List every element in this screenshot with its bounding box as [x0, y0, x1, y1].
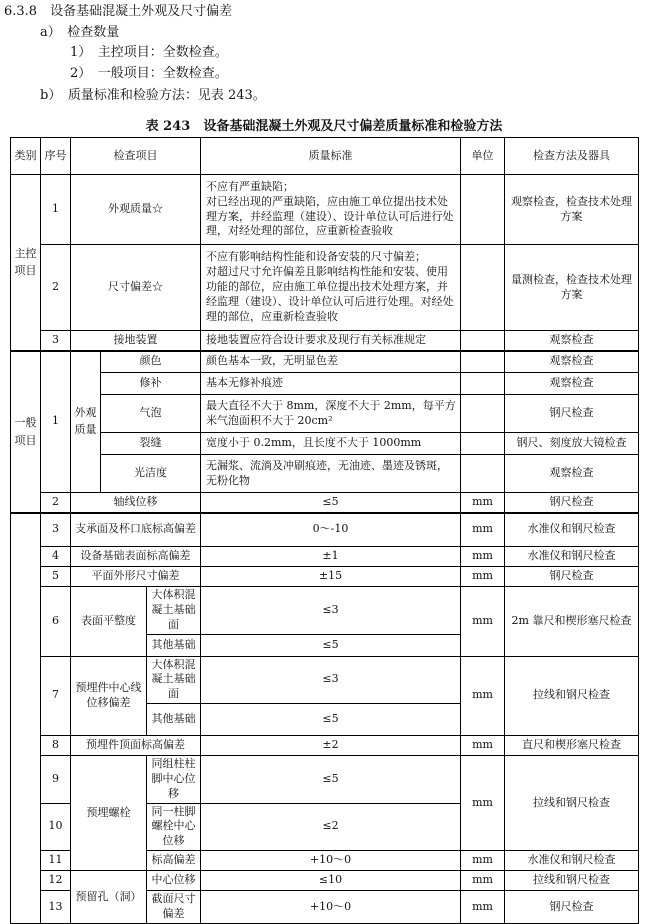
item-cell: 设备基础表面标高偏差 — [71, 547, 201, 567]
table-row — [11, 736, 639, 756]
header-row — [11, 138, 639, 175]
standard-cell: ≤5 — [201, 634, 461, 656]
unit-cell — [461, 351, 505, 373]
unit-cell: mm — [461, 656, 505, 736]
item-cell: 外观质量☆ — [71, 175, 201, 245]
seq-cell: 3 — [41, 513, 71, 547]
sub-item-cell: 颜色 — [101, 351, 201, 373]
sub-item-cell: 标高偏差 — [147, 851, 201, 871]
table-row — [11, 351, 639, 373]
standard-cell: ≤2 — [201, 803, 461, 851]
standard-cell: ≤5 — [201, 756, 461, 804]
seq-cell: 2 — [41, 493, 71, 513]
standard-line: 不应有严重缺陷； — [206, 179, 294, 193]
item-cell: 尺寸偏差☆ — [71, 245, 201, 331]
item-cell: 支承面及杯口底标高偏差 — [71, 513, 201, 547]
standard-cell: ≤5 — [201, 704, 461, 736]
table-row — [11, 547, 639, 567]
unit-cell: mm — [461, 871, 505, 891]
unit-cell — [461, 433, 505, 455]
method-cell: 钢尺检查 — [505, 395, 639, 433]
method-cell: 观察检查，检查技术处理方案 — [505, 175, 639, 245]
table-row — [11, 656, 639, 704]
category-main-control: 主控项目 — [11, 175, 41, 351]
sub-item-cell: 修补 — [101, 373, 201, 395]
header-standard: 质量标准 — [201, 138, 461, 175]
table-row — [11, 871, 639, 891]
method-cell: 水准仪和钢尺检查 — [505, 547, 639, 567]
table-row — [11, 395, 639, 433]
table-caption: 表 243 设备基础混凝土外观及尺寸偏差质量标准和检验方法 — [145, 119, 503, 134]
sub-item-cell: 大体积混凝土基础面 — [147, 656, 201, 704]
table-row — [11, 175, 639, 245]
standard-cell: ±15 — [201, 567, 461, 587]
standard-cell: 宽度小于 0.2mm，且长度不大于 1000mm — [201, 433, 461, 455]
table-row — [11, 756, 639, 804]
table-row — [11, 245, 639, 331]
method-cell: 量测检查，检查技术处理方案 — [505, 245, 639, 331]
header-item: 检查项目 — [71, 138, 201, 175]
seq-cell: 1 — [41, 351, 71, 493]
standard-cell: +10～0 — [201, 891, 461, 924]
table-row — [11, 587, 639, 635]
standard-cell: 最大直径不大于 8mm，深度不大于 2mm，每平方米气泡面积不大于 20cm² — [201, 395, 461, 433]
method-cell: 钢尺、刻度放大镜检查 — [505, 433, 639, 455]
seq-cell: 8 — [41, 736, 71, 756]
standard-cell: 基本无修补痕迹 — [201, 373, 461, 395]
unit-cell — [461, 245, 505, 331]
standard-line: 对已经出现的严重缺陷，应由施工单位提出技术处理方案，并经监理（建设）、设计单位认可后进行处理，对经处理的部位，应重新检查验收 — [206, 194, 454, 238]
table-row — [11, 455, 639, 493]
seq-cell: 5 — [41, 567, 71, 587]
item-a1: 1） 主控项目：全数检查。 — [70, 45, 228, 60]
method-cell: 2m 靠尺和楔形塞尺检查 — [505, 587, 639, 657]
unit-cell — [461, 395, 505, 433]
sub-item-cell: 裂缝 — [101, 433, 201, 455]
unit-cell: mm — [461, 493, 505, 513]
seq-cell: 13 — [41, 891, 71, 924]
standard-line: 对超过尺寸允许偏差且影响结构性能和安装、使用功能的部位，应由施工单位提出技术处理方案，并经监理（建设）、设计单位认可后进行处理。对经处理的部位，应重新检查验收 — [206, 265, 454, 323]
seq-cell: 3 — [41, 331, 71, 351]
sub-item-cell: 中心位移 — [147, 871, 201, 891]
table-row — [11, 373, 639, 395]
standard-cell: ±1 — [201, 547, 461, 567]
group-cell: 表面平整度 — [71, 587, 147, 657]
method-cell: 观察检查 — [505, 351, 639, 373]
method-cell: 水准仪和钢尺检查 — [505, 513, 639, 547]
unit-cell: mm — [461, 891, 505, 924]
sub-item-cell: 大体积混凝土基础面 — [147, 587, 201, 635]
unit-cell: mm — [461, 547, 505, 567]
sub-item-cell: 其他基础 — [147, 634, 201, 656]
standard-cell: 颜色基本一致，无明显色差 — [201, 351, 461, 373]
method-cell: 钢尺检查 — [505, 891, 639, 924]
sub-item-cell: 其他基础 — [147, 704, 201, 736]
group-cell: 预埋件中心线位移偏差 — [71, 656, 147, 736]
seq-cell: 7 — [41, 656, 71, 736]
seq-cell: 4 — [41, 547, 71, 567]
standard-cell: ≤5 — [201, 493, 461, 513]
unit-cell — [461, 331, 505, 351]
unit-cell: mm — [461, 587, 505, 657]
section-heading: 6.3.8 设备基础混凝土外观及尺寸偏差 — [4, 4, 233, 19]
table-row — [11, 513, 639, 547]
method-cell: 观察检查 — [505, 373, 639, 395]
unit-cell — [461, 373, 505, 395]
method-cell: 钢尺检查 — [505, 493, 639, 513]
standard-cell — [201, 245, 461, 331]
standard-cell: ±2 — [201, 736, 461, 756]
unit-cell: mm — [461, 851, 505, 871]
unit-cell: mm — [461, 736, 505, 756]
item-b: b） 质量标准和检验方法：见表 243。 — [40, 88, 266, 103]
category-general-dimensions — [11, 513, 41, 924]
item-cell: 平面外形尺寸偏差 — [71, 567, 201, 587]
item-cell: 接地装置 — [71, 331, 201, 351]
sub-item-cell: 同组柱柱脚中心位移 — [147, 756, 201, 804]
seq-cell: 1 — [41, 175, 71, 245]
standard-cell: ≤10 — [201, 871, 461, 891]
group-cell: 预埋螺栓 — [71, 756, 147, 871]
group-cell: 预留孔（洞） — [71, 871, 147, 924]
spec-table — [10, 137, 639, 924]
category-general: 一般项目 — [11, 351, 41, 513]
method-cell: 直尺和楔形塞尺检查 — [505, 736, 639, 756]
standard-cell: 无漏浆、流淌及冲刷痕迹，无油迹、墨迹及锈斑，无粉化物 — [201, 455, 461, 493]
standard-cell — [201, 175, 461, 245]
item-a: a） 检查数量 — [40, 25, 120, 40]
item-cell: 轴线位移 — [71, 493, 201, 513]
unit-cell: mm — [461, 567, 505, 587]
standard-cell: +10～0 — [201, 851, 461, 871]
header-method: 检查方法及器具 — [505, 138, 639, 175]
header-category: 类别 — [11, 138, 41, 175]
seq-cell: 6 — [41, 587, 71, 657]
header-unit: 单位 — [461, 138, 505, 175]
standard-cell: 0～-10 — [201, 513, 461, 547]
unit-cell — [461, 175, 505, 245]
method-cell: 水准仪和钢尺检查 — [505, 851, 639, 871]
item-a2: 2） 一般项目：全数检查。 — [70, 66, 228, 81]
method-cell: 钢尺检查 — [505, 567, 639, 587]
header-seq: 序号 — [41, 138, 71, 175]
method-cell: 观察检查 — [505, 331, 639, 351]
standard-cell: ≤3 — [201, 656, 461, 704]
method-cell: 拉线和钢尺检查 — [505, 871, 639, 891]
sub-item-cell: 同一柱脚螺栓中心位移 — [147, 803, 201, 851]
seq-cell: 9 — [41, 756, 71, 804]
seq-cell: 10 — [41, 803, 71, 851]
standard-cell: ≤3 — [201, 587, 461, 635]
unit-cell: mm — [461, 513, 505, 547]
unit-cell — [461, 455, 505, 493]
seq-cell: 11 — [41, 851, 71, 871]
table-row — [11, 567, 639, 587]
method-cell: 观察检查 — [505, 455, 639, 493]
item-cell: 预埋件顶面标高偏差 — [71, 736, 201, 756]
sub-item-cell: 气泡 — [101, 395, 201, 433]
standard-line: 不应有影响结构性能和设备安装的尺寸偏差； — [206, 250, 426, 264]
table-row — [11, 433, 639, 455]
standard-cell: 接地装置应符合设计要求及现行有关标准规定 — [201, 331, 461, 351]
table-row — [11, 331, 639, 351]
sub-item-cell: 截面尺寸偏差 — [147, 891, 201, 924]
method-cell: 拉线和钢尺检查 — [505, 756, 639, 851]
seq-cell: 2 — [41, 245, 71, 331]
method-cell: 拉线和钢尺检查 — [505, 656, 639, 736]
appearance-group: 外观质量 — [71, 351, 101, 493]
unit-cell: mm — [461, 756, 505, 851]
sub-item-cell: 光洁度 — [101, 455, 201, 493]
table-row — [11, 493, 639, 513]
seq-cell: 12 — [41, 871, 71, 891]
